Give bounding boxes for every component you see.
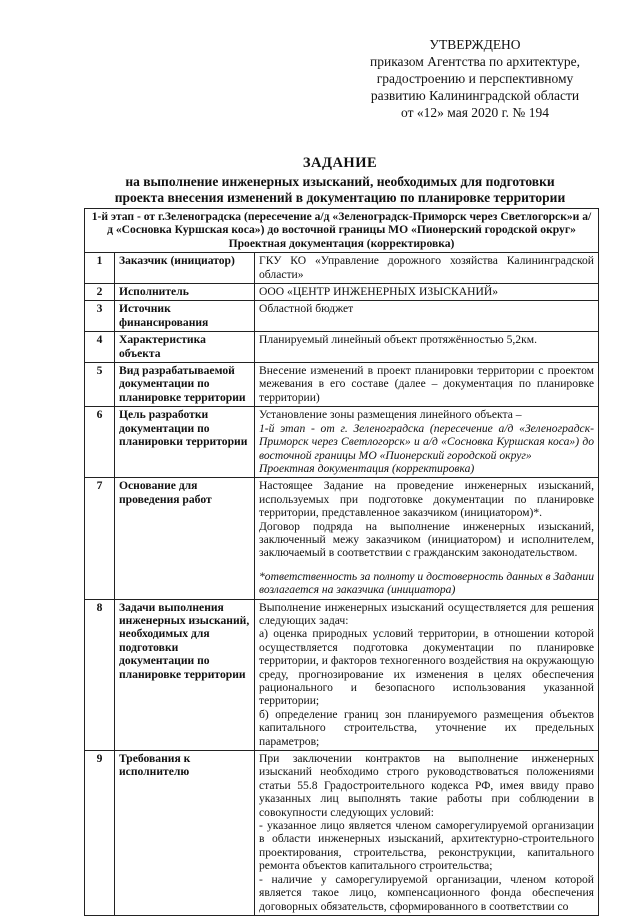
stage-doc-type: Проектная документация (корректировка) <box>228 236 455 250</box>
row-label: Вид разрабатываемой документации по планировке территории <box>115 363 255 407</box>
table-row <box>85 301 599 332</box>
table-row <box>85 332 599 363</box>
row-value: ГКУ КО «Управление дорожного хозяйства Калининградской области» <box>255 253 599 284</box>
row-number: 1 <box>85 253 115 284</box>
row-value <box>255 751 599 916</box>
title-line: на выполнение инженерных изысканий, необходимых для подготовки <box>125 173 555 189</box>
value-paragraph: Выполнение инженерных изысканий осуществляется для решения следующих задач: <box>259 600 594 627</box>
approval-line: развитию Калининградской области <box>370 88 580 103</box>
row-value: Областной бюджет <box>255 301 599 332</box>
row-value: Планируемый линейный объект протяжённостью 5,2км. <box>255 332 599 363</box>
row-value: Внесение изменений в проект планировки территории с проектом межевания в его составе (далее – документация по планировке территории) <box>255 363 599 407</box>
title-line: проекта внесения изменений в документацию по планировке территории <box>114 190 566 205</box>
table-header-row <box>85 209 599 253</box>
table-row <box>85 599 599 750</box>
value-paragraph: - указанное лицо является членом саморегулируемой организации в области инженерных изысканий, архитектурно-строительного проектирования, строительства, реконструкции, капитального ремонта объектов капитального строительства; <box>259 819 594 873</box>
approval-line: градостроению и перспективному <box>376 71 574 86</box>
footnote: *ответственность за полноту и достоверность данных в Задании возлагается на заказчика (инициатора) <box>259 569 594 597</box>
table-row <box>85 253 599 284</box>
stage-description: 1-й этап - от г.Зеленоградска (пересечение а/д «Зеленоградск-Приморск через Светлогорск»и а/д «Сосновка Куршская коса») до восточной границы МО «Пионерский городской округ» <box>91 210 592 237</box>
row-number: 7 <box>85 478 115 599</box>
row-label: Источник финансирования <box>115 301 255 332</box>
row-label: Заказчик (инициатор) <box>115 253 255 284</box>
row-number: 4 <box>85 332 115 363</box>
value-paragraph: Договор подряда на выполнение инженерных изысканий, заключенный межу заказчиком (инициатором) и исполнителем, заключаемый в соответствии с гражданским законодательством. <box>259 519 594 560</box>
row-value <box>255 478 599 599</box>
row-value: ООО «ЦЕНТР ИНЖЕНЕРНЫХ ИЗЫСКАНИЙ» <box>255 284 599 301</box>
value-italic: Проектная документация (корректировка) <box>259 461 475 475</box>
row-label: Исполнитель <box>115 284 255 301</box>
value-paragraph: При заключении контрактов на выполнение инженерных изысканий необходимо строго руководствоваться положениями статьи 55.8 Градостроительного кодекса РФ, имея ввиду право указанных лиц выполнять такие работы при соблюдении в совокупности следующих условий: <box>259 752 594 819</box>
table-header-cell <box>85 209 599 253</box>
approval-line: от «12» мая 2020 г. № 194 <box>401 105 549 120</box>
row-number: 6 <box>85 407 115 478</box>
document-title <box>80 155 600 207</box>
value-paragraph: Настоящее Задание на проведение инженерных изысканий, используемых при подготовке документации по планировке территории, представленное заказчиком (инициатором)*. <box>259 479 594 520</box>
row-number: 5 <box>85 363 115 407</box>
value-paragraph: - наличие у саморегулируемой организации, членом которой является такое лицо, компенсационного фонда обеспечения договорных обязательств, сформированного в соответствии со <box>259 872 594 913</box>
row-label: Задачи выполнения инженерных изысканий, необходимых для подготовки документации по планировке территории <box>115 599 255 750</box>
title-main: ЗАДАНИЕ <box>302 155 378 171</box>
table-row <box>85 363 599 407</box>
task-table <box>84 208 599 916</box>
row-label: Цель разработки документации по планировки территории <box>115 407 255 478</box>
table-row <box>85 284 599 301</box>
row-number: 9 <box>85 751 115 916</box>
approval-block <box>330 36 620 121</box>
table-row <box>85 407 599 478</box>
row-label: Требования к исполнителю <box>115 751 255 916</box>
value-paragraph: Установление зоны размещения линейного объекта – <box>259 408 522 422</box>
approval-line: УТВЕРЖДЕНО <box>429 37 521 52</box>
row-value <box>255 599 599 750</box>
value-italic: 1-й этап - от г. Зеленоградска (пересечение а/д «Зеленоградск-Приморск через Светлогорск» и а/д «Сосновка Куршская коса») до восточной границы МО «Пионерский городской округ» <box>259 421 594 462</box>
table-row <box>85 478 599 599</box>
row-number: 8 <box>85 599 115 750</box>
row-number: 2 <box>85 284 115 301</box>
table-row <box>85 751 599 916</box>
row-label: Характеристика объекта <box>115 332 255 363</box>
approval-line: приказом Агентства по архитектуре, <box>370 54 580 69</box>
row-label: Основание для проведения работ <box>115 478 255 599</box>
value-paragraph: б) определение границ зон планируемого размещения объектов капитального строительства, уточнение их предельных параметров; <box>259 707 594 748</box>
row-number: 3 <box>85 301 115 332</box>
row-value <box>255 407 599 478</box>
value-paragraph: а) оценка природных условий территории, в отношении которой осуществляется подготовка документации по планировке территории, и факторов техногенного воздействия на окружающую среду, прогнозирование их изменения в целях обеспечения рационального и безопасного использования указанной территории; <box>259 627 594 708</box>
